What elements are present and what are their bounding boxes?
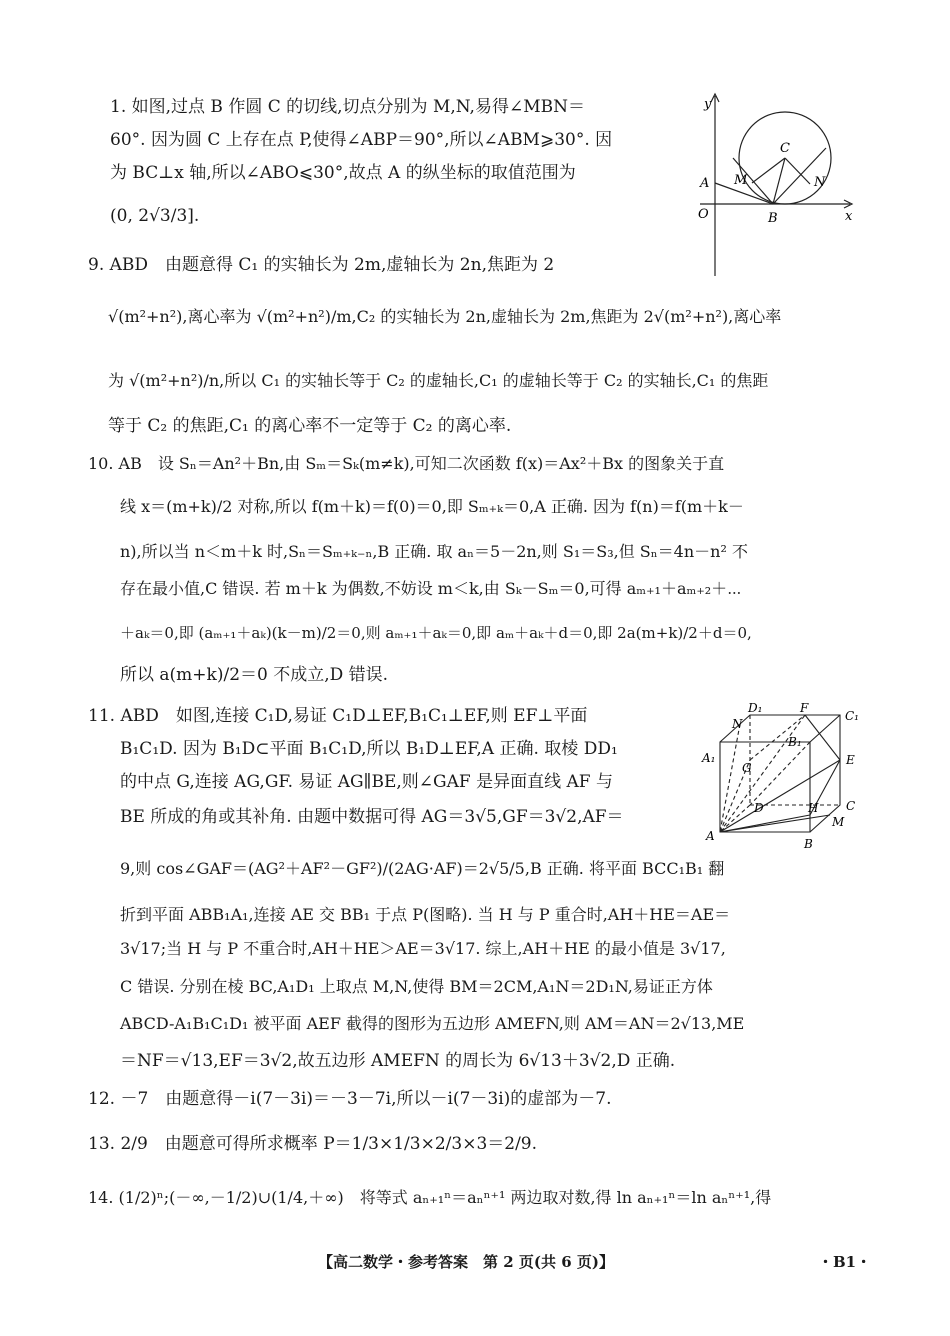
label-c1: C₁: [845, 709, 859, 723]
text-line: 13. 2/9 由题意可得所求概率 P＝1/3×1/3×2/3×3＝2/9.: [88, 1134, 538, 1154]
circle-tangent-figure: [690, 86, 870, 286]
label-h: H: [808, 801, 819, 815]
segment-an: [720, 724, 740, 832]
cube-figure: [700, 700, 870, 860]
text-line: 为 √(m²+n²)/n,所以 C₁ 的实轴长等于 C₂ 的虚轴长,C₁ 的虚轴长等于 C₂ 的实轴长,C₁ 的焦距: [108, 371, 769, 390]
text-line: 1. 如图,过点 B 作圆 C 的切线,切点分别为 M,N,易得∠MBN＝: [110, 97, 585, 117]
label-d: D: [754, 801, 764, 815]
text-line: 为 BC⊥x 轴,所以∠ABO⩽30°,故点 A 的纵坐标的取值范围为: [110, 163, 576, 183]
text-line: √(m²+n²),离心率为 √(m²+n²)/m,C₂ 的实轴长为 2n,虚轴长为 2m,焦距为 2√(m²+n²),离心率: [108, 307, 782, 326]
text-line: 所以 a(m+k)/2＝0 不成立,D 错误.: [120, 665, 389, 685]
page-footer: 【高二数学・参考答案 第 2 页(共 6 页)】: [318, 1253, 614, 1271]
label-o: O: [698, 207, 709, 222]
cube-front-face: [720, 742, 810, 832]
label-n: N: [814, 175, 826, 190]
text-line: ＝NF＝√13,EF＝3√2,故五边形 AMEFN 的周长为 6√13＋3√2,D 正确.: [120, 1051, 676, 1071]
label-f: F: [800, 701, 809, 715]
label-m: M: [832, 815, 845, 829]
text-line: 的中点 G,连接 AG,GF. 易证 AG∥BE,则∠GAF 是异面直线 AF 与: [120, 772, 613, 792]
label-d1: D₁: [748, 701, 763, 715]
label-g: G: [742, 761, 752, 775]
text-line: 10. AB 设 Sₙ＝An²＋Bn,由 Sₘ＝Sₖ(m≠k),可知二次函数 f(x)＝Ax²＋Bx 的图象关于直: [88, 454, 725, 473]
label-m: M: [734, 173, 748, 188]
label-y: y: [704, 97, 712, 112]
text-line: 等于 C₂ 的焦距,C₁ 的离心率不一定等于 C₂ 的离心率.: [108, 416, 512, 436]
text-line: 9,则 cos∠GAF＝(AG²＋AF²－GF²)/(2AG·AF)＝2√5/5,B 正确. 将平面 BCC₁B₁ 翻: [120, 859, 725, 878]
text-line: ABCD-A₁B₁C₁D₁ 被平面 AEF 截得的图形为五边形 AMEFN,则 AM＝AN＝2√13,ME: [120, 1014, 745, 1033]
text-line: 线 x＝(m+k)/2 对称,所以 f(m＋k)＝f(0)＝0,即 Sₘ₊ₖ＝0,A 正确. 因为 f(n)＝f(m＋k－: [120, 497, 744, 516]
text-line: 60°. 因为圆 C 上存在点 P,使得∠ABP＝90°,所以∠ABM⩾30°. 因: [110, 130, 613, 150]
text-line: (0, 2√3/3].: [110, 206, 200, 226]
label-a1: A₁: [702, 751, 716, 765]
text-line: ＋aₖ＝0,即 (aₘ₊₁＋aₖ)(k－m)/2＝0,则 aₘ₊₁＋aₖ＝0,即 aₘ＋aₖ＋d＝0,即 2a(m+k)/2＋d＝0,: [120, 624, 752, 642]
text-line: 折到平面 ABB₁A₁,连接 AE 交 BB₁ 于点 P(图略). 当 H 与 P 重合时,AH＋HE＝AE＝: [120, 905, 731, 924]
text-line: 11. ABD 如图,连接 C₁D,易证 C₁D⊥EF,B₁C₁⊥EF,则 EF⊥平面: [88, 706, 588, 726]
text-line: B₁C₁D. 因为 B₁D⊂平面 B₁C₁D,所以 B₁D⊥EF,A 正确. 取棱 DD₁: [120, 739, 618, 759]
label-b: B: [768, 211, 778, 226]
text-line: 9. ABD 由题意得 C₁ 的实轴长为 2m,虚轴长为 2n,焦距为 2: [88, 255, 555, 275]
edge-b1c1: [810, 715, 840, 742]
label-c: C: [846, 799, 856, 813]
label-a: A: [706, 829, 715, 843]
label-c: C: [780, 141, 790, 156]
label-a: A: [700, 176, 710, 191]
text-line: n),所以当 n＜m＋k 时,Sₙ＝Sₘ₊ₖ₋ₙ,B 正确. 取 aₙ＝5－2n,则 S₁＝S₃,但 Sₙ＝4n－n² 不: [120, 542, 748, 561]
label-b1: B₁: [788, 735, 802, 749]
text-line: BE 所成的角或其补角. 由题中数据可得 AG＝3√5,GF＝3√2,AF＝: [120, 807, 624, 827]
segment-cn: [785, 158, 810, 184]
label-n: N: [732, 717, 743, 731]
label-e: E: [846, 753, 855, 767]
text-line: 14. (1/2)ⁿ;(－∞,－1/2)∪(1/4,＋∞) 将等式 aₙ₊₁ⁿ＝aₙⁿ⁺¹ 两边取对数,得 ln aₙ₊₁ⁿ＝ln aₙⁿ⁺¹,得: [88, 1188, 772, 1207]
text-line: 3√17;当 H 与 P 不重合时,AH＋HE＞AE＝3√17. 综上,AH＋HE 的最小值是 3√17,: [120, 939, 726, 958]
text-line: 存在最小值,C 错误. 若 m＋k 为偶数,不妨设 m＜k,由 Sₖ－Sₘ＝0,可得 aₘ₊₁＋aₘ₊₂＋⋯: [120, 579, 742, 598]
label-b: B: [804, 837, 813, 851]
text-line: C 错误. 分别在棱 BC,A₁D₁ 上取点 M,N,使得 BM＝2CM,A₁N＝2D₁N,易证正方体: [120, 977, 713, 996]
text-line: 12. －7 由题意得－i(7－3i)＝－3－7i,所以－i(7－3i)的虚部为－7.: [88, 1089, 612, 1109]
label-x: x: [845, 209, 853, 224]
page-code: ・B1・: [818, 1253, 872, 1271]
